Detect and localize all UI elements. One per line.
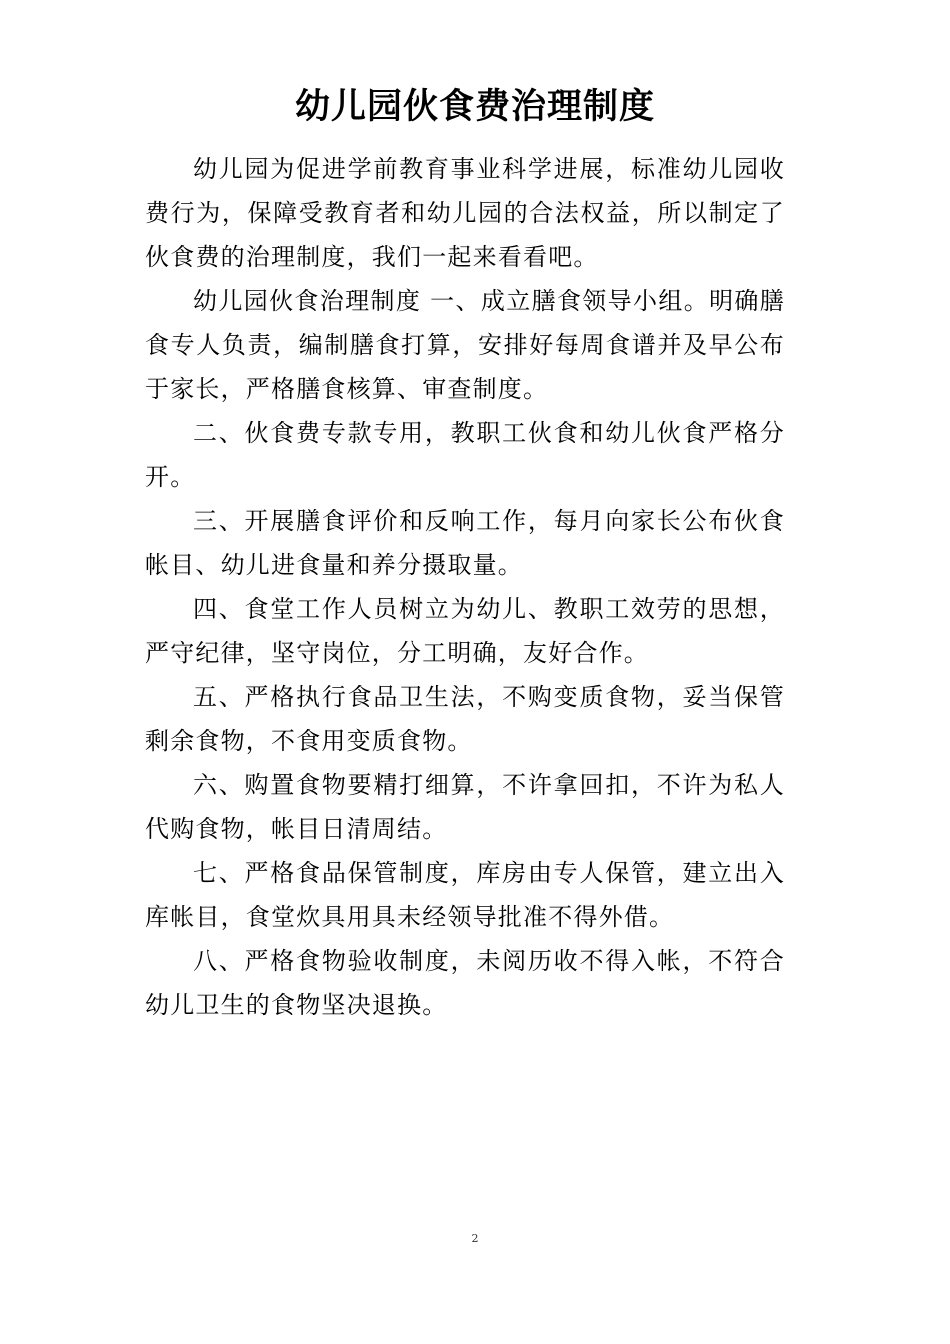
document-body (145, 147, 785, 1027)
paragraph-rule-5: 五、严格执行食品卫生法，不购变质食物，妥当保管剩余食物，不食用变质食物。 (145, 683, 785, 755)
paragraph-intro: 幼儿园为促进学前教育事业科学进展，标准幼儿园收费行为，保障受教育者和幼儿园的合法权益，所以制定了伙食费的治理制度，我们一起来看看吧。 (145, 155, 785, 271)
paragraph-rule-2: 二、伙食费专款专用，教职工伙食和幼儿伙食严格分开。 (145, 419, 785, 491)
paragraph-rule-8: 八、严格食物验收制度，未阅历收不得入帐，不符合幼儿卫生的食物坚决退换。 (145, 947, 785, 1019)
page-number: 2 (471, 1232, 479, 1245)
paragraph-rule-3: 三、开展膳食评价和反响工作，每月向家长公布伙食帐目、幼儿进食量和养分摄取量。 (145, 507, 785, 579)
paragraph-rule-1: 幼儿园伙食治理制度 一、成立膳食领导小组。明确膳食专人负责，编制膳食打算，安排好每周食谱并及早公布于家长，严格膳食核算、审查制度。 (145, 287, 785, 403)
paragraph-rule-4: 四、食堂工作人员树立为幼儿、教职工效劳的思想，严守纪律，坚守岗位，分工明确，友好合作。 (145, 595, 785, 667)
document-title: 幼儿园伙食费治理制度 (294, 87, 655, 127)
paragraph-rule-7: 七、严格食品保管制度，库房由专人保管，建立出入库帐目，食堂炊具用具未经领导批准不得外借。 (145, 859, 785, 931)
paragraph-rule-6: 六、购置食物要精打细算，不许拿回扣，不许为私人代购食物，帐目日清周结。 (145, 771, 785, 843)
